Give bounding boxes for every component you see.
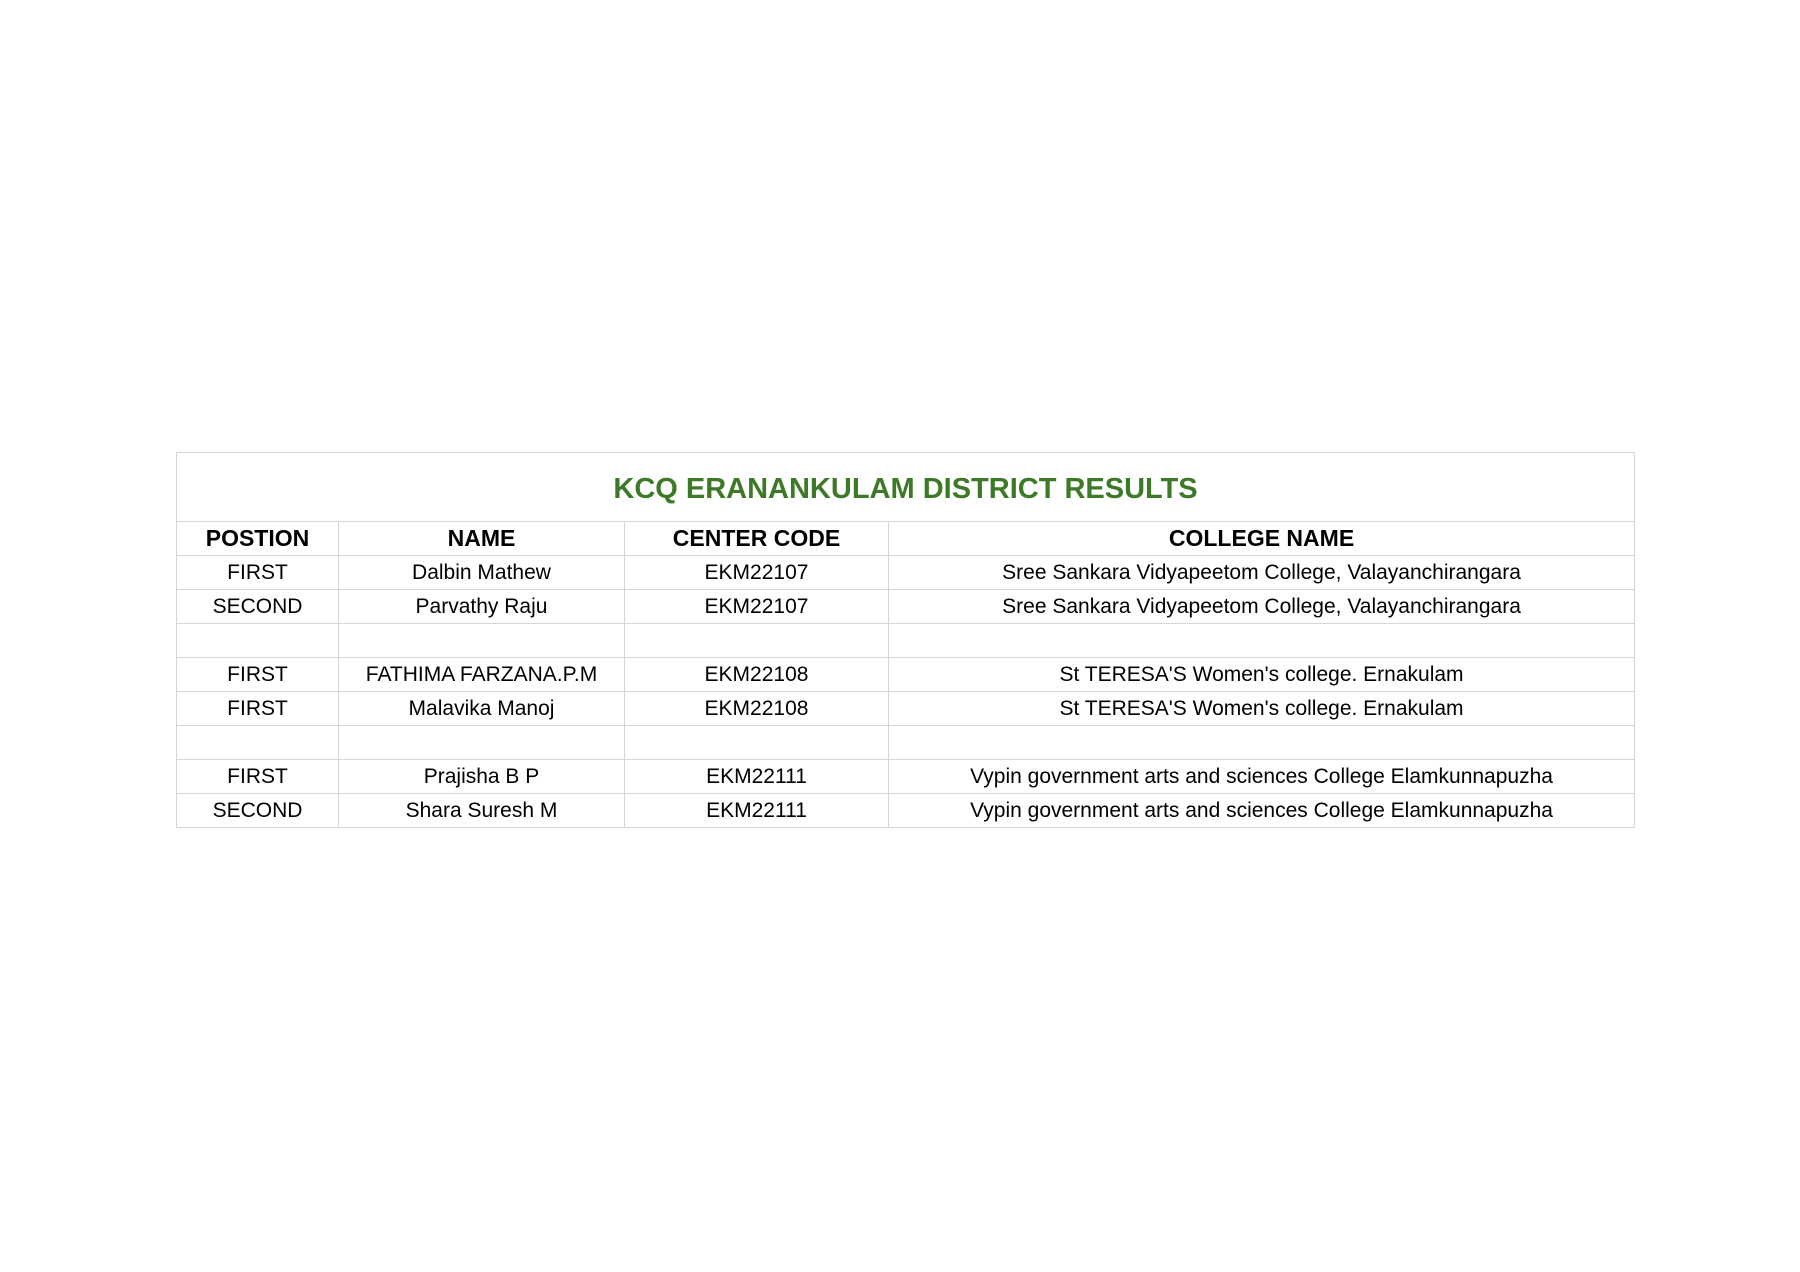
college-name-cell: St TERESA'S Women's college. Ernakulam	[889, 658, 1635, 692]
center-code-cell: EKM22107	[625, 556, 889, 590]
title-row	[177, 453, 1635, 522]
position-cell	[177, 624, 339, 658]
name-cell	[339, 726, 625, 760]
column-header-name: NAME	[339, 522, 625, 556]
name-cell: Malavika Manoj	[339, 692, 625, 726]
name-cell: Prajisha B P	[339, 760, 625, 794]
name-cell: FATHIMA FARZANA.P.M	[339, 658, 625, 692]
name-cell	[339, 624, 625, 658]
college-name-cell: Sree Sankara Vidyapeetom College, Valayanchirangara	[889, 590, 1635, 624]
center-code-cell: EKM22111	[625, 794, 889, 828]
name-cell: Shara Suresh M	[339, 794, 625, 828]
college-name-cell	[889, 624, 1635, 658]
column-header-position: POSTION	[177, 522, 339, 556]
center-code-cell: EKM22107	[625, 590, 889, 624]
center-code-cell	[625, 726, 889, 760]
position-cell: FIRST	[177, 658, 339, 692]
position-cell: FIRST	[177, 692, 339, 726]
empty-table-row	[177, 624, 1635, 658]
name-cell: Dalbin Mathew	[339, 556, 625, 590]
name-cell: Parvathy Raju	[339, 590, 625, 624]
results-sheet	[176, 452, 1634, 828]
table-row	[177, 658, 1635, 692]
center-code-cell	[625, 624, 889, 658]
results-table	[176, 452, 1635, 828]
table-row	[177, 590, 1635, 624]
college-name-cell: Vypin government arts and sciences College Elamkunnapuzha	[889, 760, 1635, 794]
table-row	[177, 794, 1635, 828]
table-row	[177, 760, 1635, 794]
position-cell: FIRST	[177, 760, 339, 794]
center-code-cell: EKM22108	[625, 692, 889, 726]
column-header-center-code: CENTER CODE	[625, 522, 889, 556]
document-title-cell	[177, 453, 1635, 522]
position-cell: SECOND	[177, 590, 339, 624]
document-title: KCQ ERANANKULAM DISTRICT RESULTS	[613, 472, 1198, 505]
college-name-cell	[889, 726, 1635, 760]
position-cell	[177, 726, 339, 760]
college-name-cell: Vypin government arts and sciences College Elamkunnapuzha	[889, 794, 1635, 828]
center-code-cell: EKM22111	[625, 760, 889, 794]
position-cell: FIRST	[177, 556, 339, 590]
header-row	[177, 522, 1635, 556]
empty-table-row	[177, 726, 1635, 760]
position-cell: SECOND	[177, 794, 339, 828]
college-name-cell: Sree Sankara Vidyapeetom College, Valayanchirangara	[889, 556, 1635, 590]
column-header-college-name: COLLEGE NAME	[889, 522, 1635, 556]
college-name-cell: St TERESA'S Women's college. Ernakulam	[889, 692, 1635, 726]
table-row	[177, 556, 1635, 590]
table-row	[177, 692, 1635, 726]
center-code-cell: EKM22108	[625, 658, 889, 692]
